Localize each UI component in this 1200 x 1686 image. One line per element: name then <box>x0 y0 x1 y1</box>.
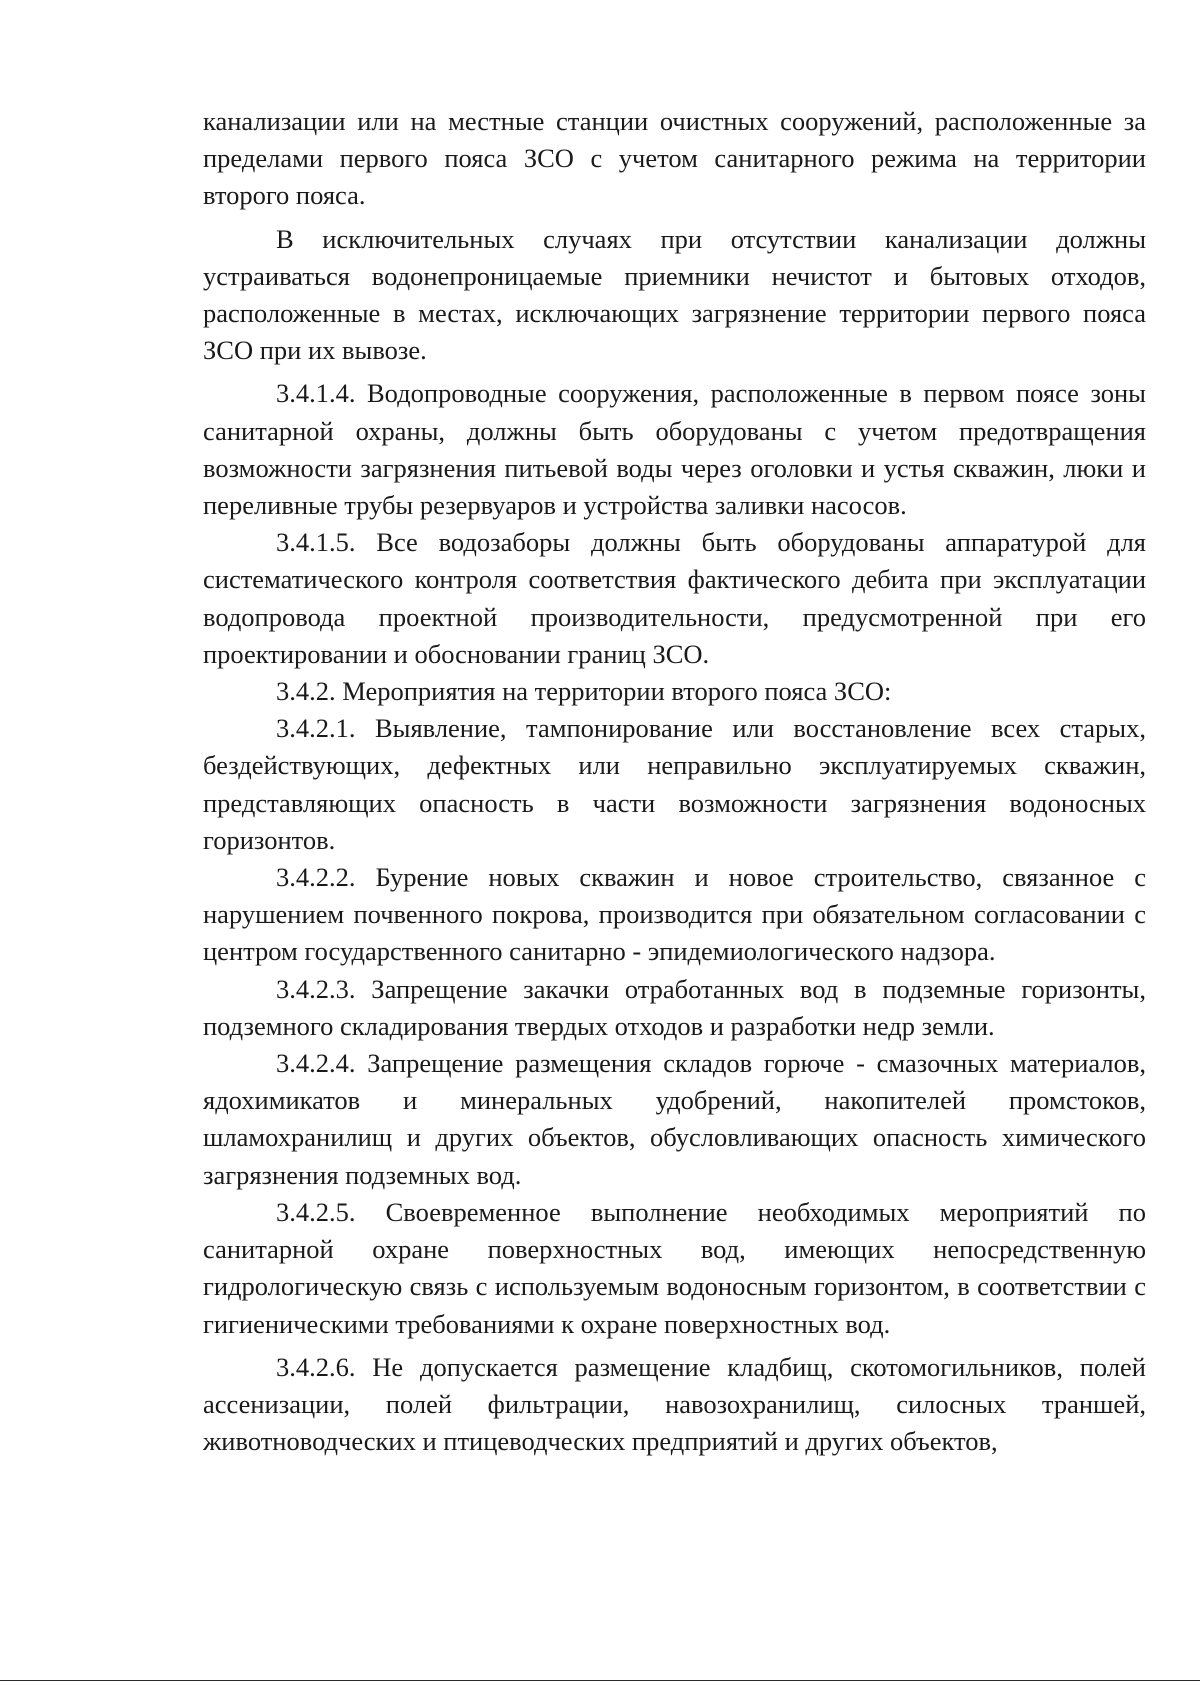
paragraph-3-4-2-heading: 3.4.2. Мероприятия на территории второго пояса ЗСО: <box>276 676 892 707</box>
paragraph-exceptional-cases: В исключительных случаях при отсутствии канализации должны устраиваться водонепроницаемые приемники нечистот и бытовых отходов, расположенные в местах, исключающих загрязнение территории первого пояса ЗСО при их вывозе. <box>203 223 1146 366</box>
paragraph-3-4-2-5: 3.4.2.5. Своевременное выполнение необходимых мероприятий по санитарной охране поверхностных вод, имеющих непосредственную гидрологическую связь с используемым водоносным горизонтом, в соответствии с гигиеническими требованиями к охране поверхностных вод. <box>203 1196 1146 1339</box>
paragraph-3-4-2-6: 3.4.2.6. Не допускается размещение кладбищ, скотомогильников, полей ассенизации, полей фильтрации, навозохранилищ, силосных траншей, животноводческих и птицеводческих предприятий и других объектов, <box>203 1351 1146 1457</box>
paragraph-3-4-2-2: 3.4.2.2. Бурение новых скважин и новое строительство, связанное с нарушением почвенного покрова, производится при обязательном согласовании с центром государственного санитарно - эпидемиологического надзора. <box>203 862 1146 967</box>
document-body <box>203 103 1146 1460</box>
paragraph-3-4-2-3: 3.4.2.3. Запрещение закачки отработанных вод в подземные горизонты, подземного складирования твердых отходов и разработки недр земли. <box>203 973 1146 1041</box>
paragraph-3-4-1-5: 3.4.1.5. Все водозаборы должны быть оборудованы аппаратурой для систематического контроля соответствия фактического дебита при эксплуатации водопровода проектной производительности, предусмотренной при его проектировании и обосновании границ ЗСО. <box>203 527 1146 669</box>
paragraph-3-4-2-4: 3.4.2.4. Запрещение размещения складов горюче - смазочных материалов, ядохимикатов и минеральных удобрений, накопителей промстоков, шламохранилищ и других объектов, обусловливающих опасность химического загрязнения подземных вод. <box>203 1048 1146 1190</box>
paragraph-3-4-1-4: 3.4.1.4. Водопроводные сооружения, расположенные в первом поясе зоны санитарной охраны, должны быть оборудованы с учетом предотвращения возможности загрязнения питьевой воды через оголовки и устья скважин, люки и переливные трубы резервуаров и устройства заливки насосов. <box>203 378 1146 521</box>
paragraph-continuation: канализации или на местные станции очистных сооружений, расположенные за пределами первого пояса ЗСО с учетом санитарного режима на территории второго пояса. <box>203 106 1146 211</box>
page-bottom-edge-line <box>0 1680 1200 1681</box>
paragraph-3-4-2-1: 3.4.2.1. Выявление, тампонирование или восстановление всех старых, бездействующих, дефектных или неправильно эксплуатируемых скважин, представляющих опасность в части возможности загрязнения водоносных горизонтов. <box>203 713 1146 855</box>
